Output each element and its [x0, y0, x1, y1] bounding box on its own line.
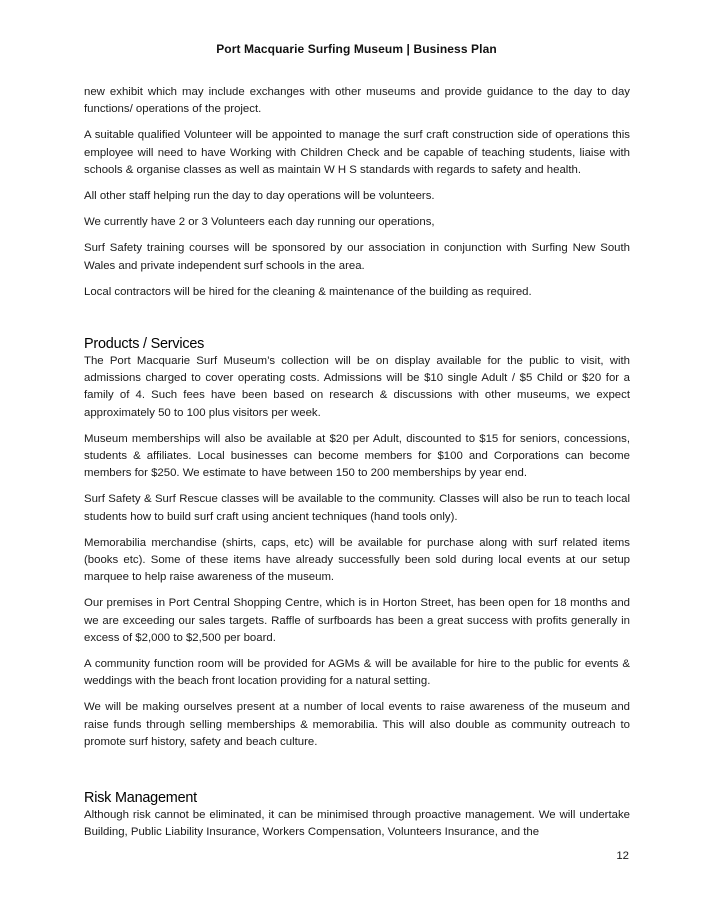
- body-paragraph: Surf Safety & Surf Rescue classes will be available to the community. Classes will also be run to teach local students how to build surf craft using ancient techniques (hand tools only).: [84, 493, 630, 523]
- page-content: [84, 84, 630, 851]
- body-paragraph: We currently have 2 or 3 Volunteers each day running our operations,: [84, 216, 435, 229]
- risk-management-heading: Risk Management: [84, 790, 197, 807]
- body-paragraph: A suitable qualified Volunteer will be appointed to manage the surf craft construction side of operations this employee will need to have Working with Children Check and be capable of teaching students, liaise with schools & organise classes as well as maintain W H S standards with regards to safety and health.: [84, 129, 630, 176]
- body-paragraph: Although risk cannot be eliminated, it can be minimised through proactive management. We will undertake Building, Public Liability Insurance, Workers Compensation, Volunteers Insurance, and the: [84, 809, 630, 839]
- body-paragraph: Surf Safety training courses will be sponsored by our association in conjunction with Surfing New South Wales and private independent surf schools in the area.: [84, 242, 630, 272]
- body-paragraph: new exhibit which may include exchanges with other museums and provide guidance to the day to day functions/ operations of the project.: [84, 86, 630, 116]
- body-paragraph: Memorabilia merchandise (shirts, caps, etc) will be available for purchase along with surf related items (books etc). Some of these items have already successfully been sold during local events at our setup marquee to help raise awareness of the museum.: [84, 536, 630, 584]
- body-paragraph: Museum memberships will also be available at $20 per Adult, discounted to $15 for seniors, concessions, students & affiliates. Local businesses can become members for $100 and Corporations can become members for $250. We estimate to have between 150 to 200 memberships by year end.: [84, 432, 630, 480]
- body-paragraph: Local contractors will be hired for the cleaning & maintenance of the building as required.: [84, 285, 532, 298]
- body-paragraph: We will be making ourselves present at a number of local events to raise awareness of the museum and raise funds through selling memberships & memorabilia. This will also double as community outreach to promote surf history, safety and beach culture.: [84, 701, 630, 748]
- body-paragraph: The Port Macquarie Surf Museum’s collection will be on display available for the public to visit, with admissions charged to cover operating costs. Admissions will be $10 single Adult / $5 Child or $20 for a family of 4. Such fees have been based on research & discussions with other museums, we expect approximately 50 to 100 plus visitors per week.: [84, 355, 630, 419]
- section-spacer: [84, 760, 630, 789]
- section-spacer: [84, 310, 630, 335]
- body-paragraph: All other staff helping run the day to day operations will be volunteers.: [84, 190, 435, 203]
- running-header: Port Macquarie Surfing Museum | Business Plan: [216, 42, 497, 56]
- page-number: 12: [616, 850, 629, 862]
- body-paragraph: Our premises in Port Central Shopping Centre, which is in Horton Street, has been open for 18 months and we are exceeding our sales targets. Raffle of surfboards has been a great success with profits generally in excess of $2,000 to $2,500 per board.: [84, 597, 630, 644]
- products-services-heading: Products / Services: [84, 336, 205, 353]
- body-paragraph: A community function room will be provided for AGMs & will be available for hire to the public for events & weddings with the beach front location providing for a natural setting.: [84, 658, 630, 688]
